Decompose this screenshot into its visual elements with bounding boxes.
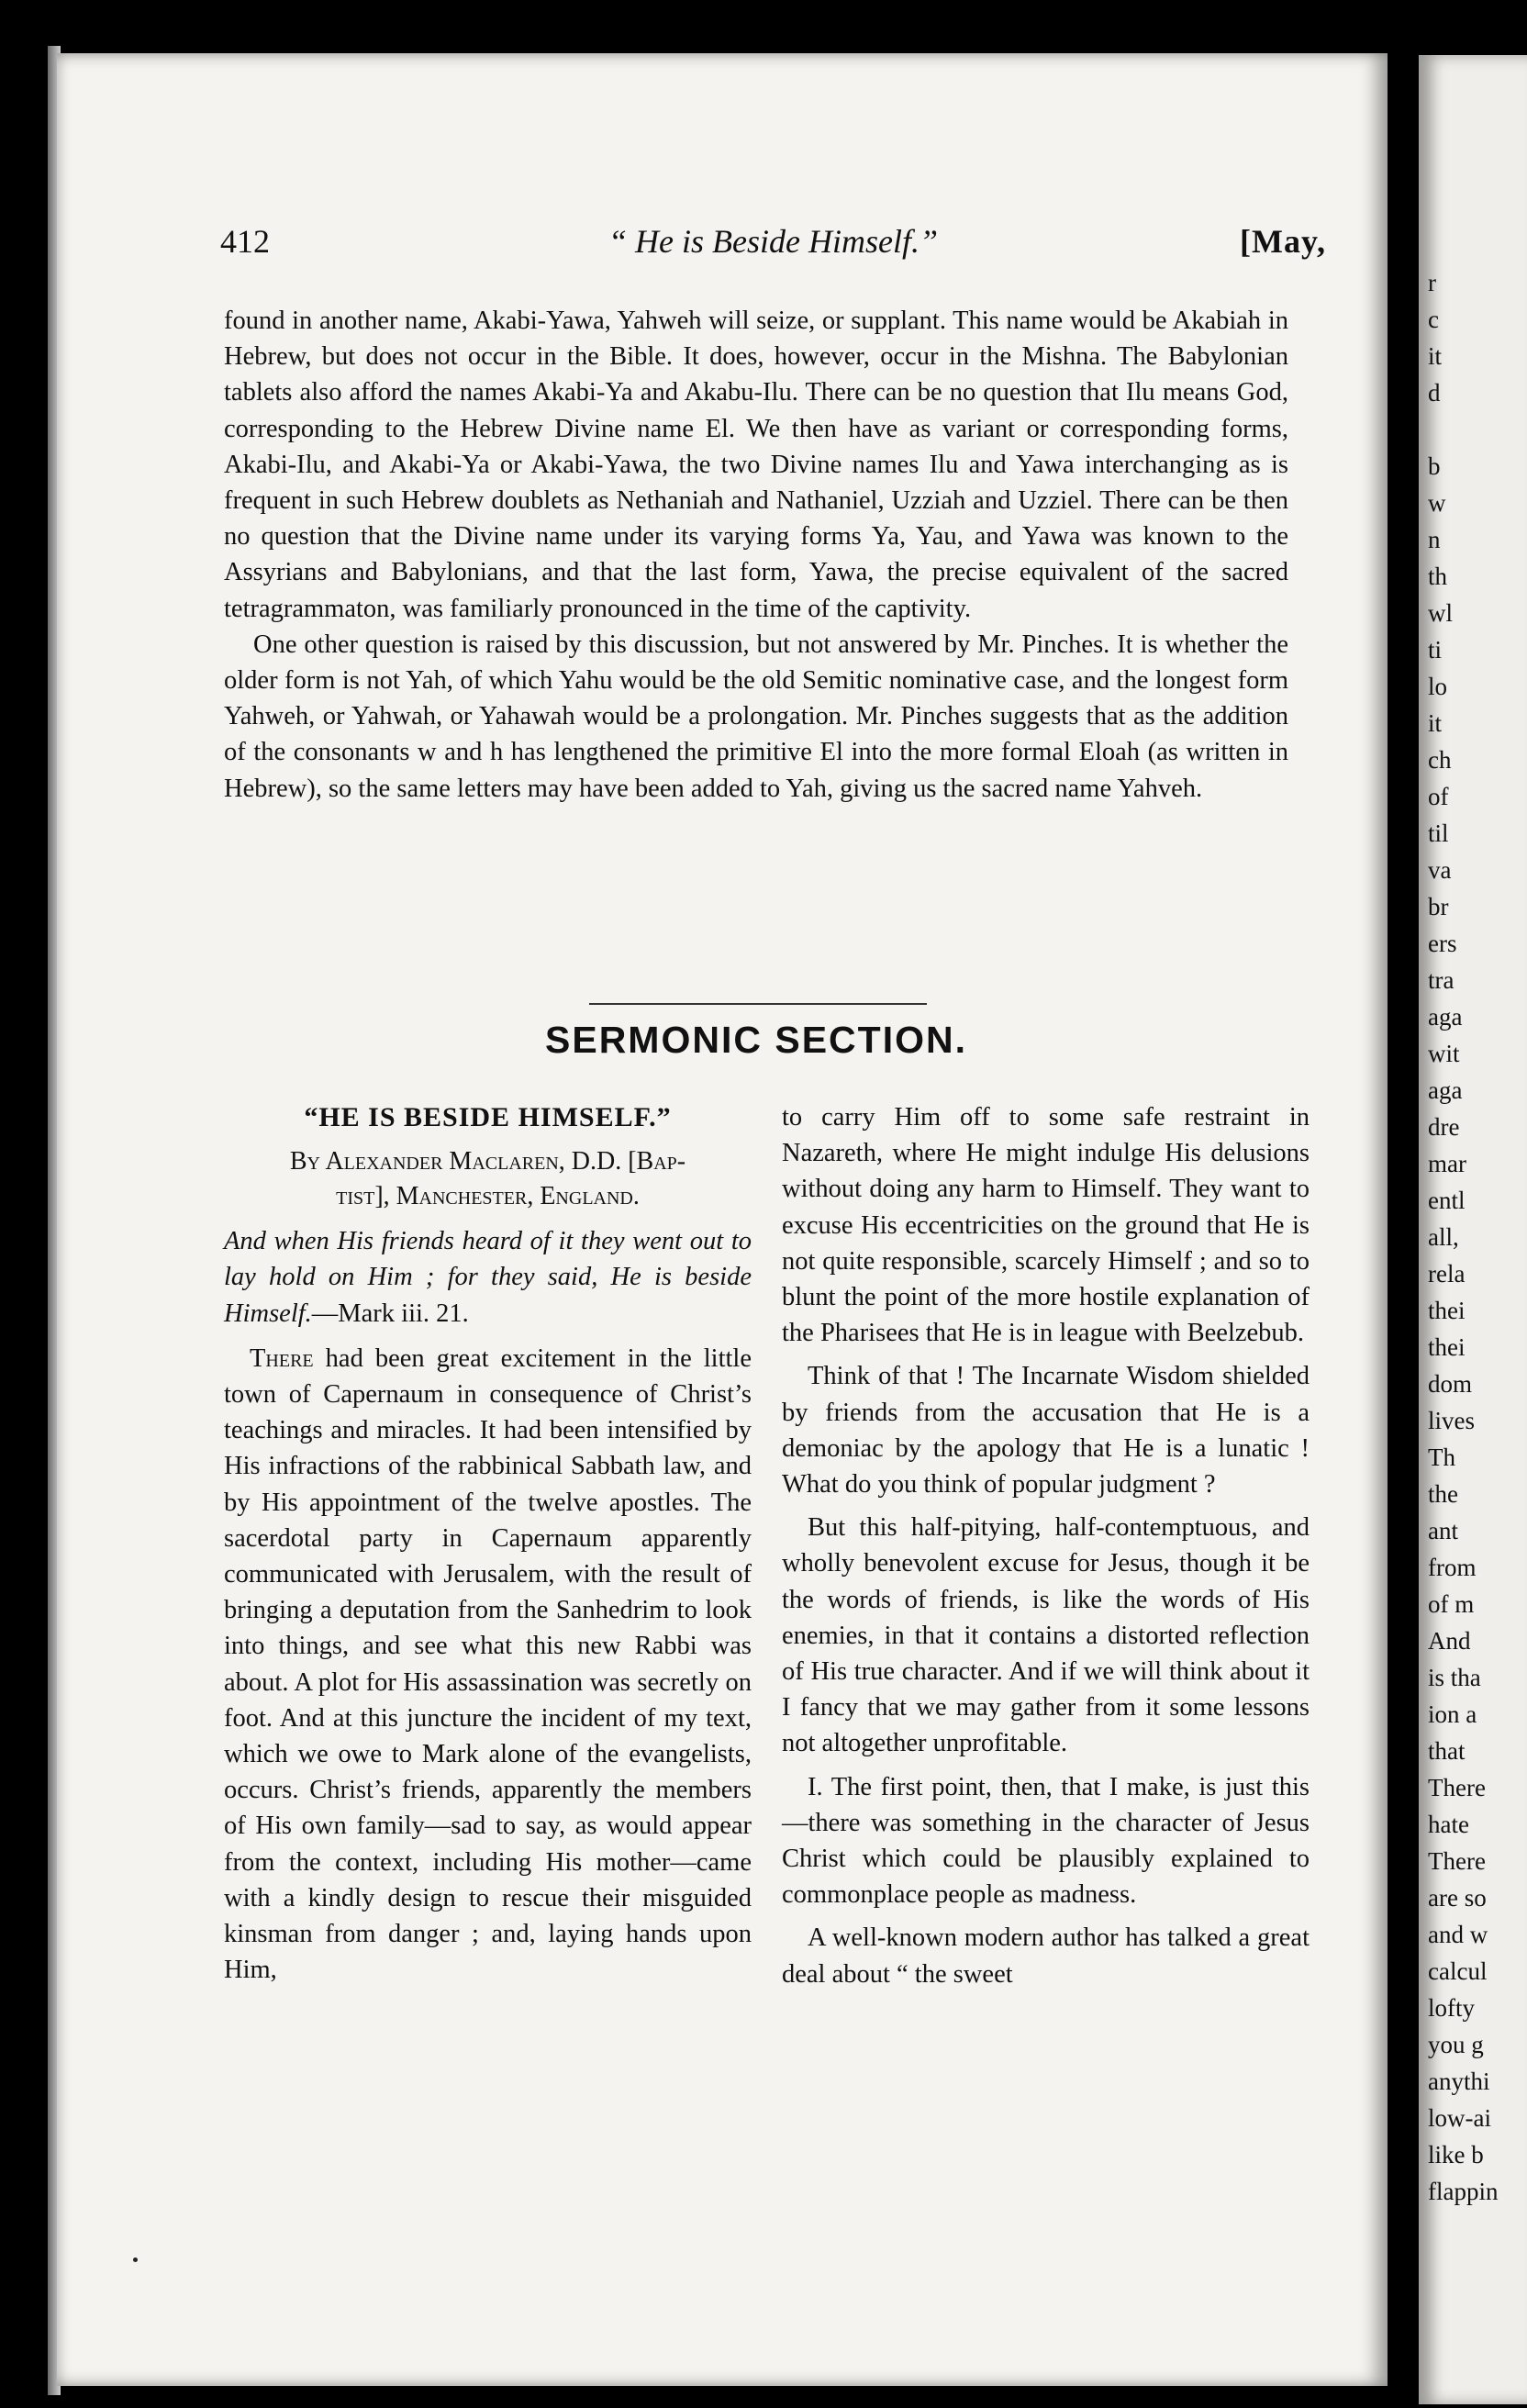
- adjacent-fragment: lofty: [1428, 1994, 1475, 2022]
- adjacent-fragment: lo: [1428, 673, 1448, 700]
- page-number: 412: [220, 223, 270, 260]
- adjacent-fragment: thei: [1428, 1333, 1466, 1361]
- adjacent-fragment: wl: [1428, 599, 1453, 627]
- running-header: [220, 222, 1326, 268]
- header-month: [May,: [1240, 223, 1326, 260]
- adjacent-fragment: And: [1428, 1627, 1471, 1655]
- adjacent-fragment: tra: [1428, 966, 1455, 994]
- epigraph: [224, 1223, 752, 1332]
- adjacent-fragment: va: [1428, 856, 1452, 884]
- adjacent-fragment: There: [1428, 1774, 1486, 1801]
- adjacent-fragment: of: [1428, 783, 1449, 810]
- adjacent-fragment: til: [1428, 819, 1449, 847]
- adjacent-fragment: d: [1428, 379, 1441, 407]
- adjacent-fragment: Th: [1428, 1444, 1455, 1471]
- adjacent-fragment: calcul: [1428, 1957, 1488, 1985]
- adjacent-fragment: like b: [1428, 2141, 1484, 2168]
- adjacent-page: [1419, 55, 1527, 2404]
- adjacent-fragment: flappin: [1428, 2178, 1499, 2205]
- adjacent-fragment: ers: [1428, 930, 1457, 957]
- adjacent-fragment: you g: [1428, 2031, 1484, 2058]
- adjacent-fragment: dom: [1428, 1370, 1473, 1398]
- left-column: [224, 1099, 752, 1988]
- adjacent-fragment: b: [1428, 452, 1441, 480]
- adjacent-fragment: w: [1428, 489, 1446, 517]
- adjacent-fragment: lives: [1428, 1407, 1475, 1434]
- adjacent-fragment: from: [1428, 1554, 1477, 1581]
- adjacent-fragment: is tha: [1428, 1664, 1481, 1691]
- byline: [224, 1144, 752, 1214]
- adjacent-fragment: c: [1428, 306, 1439, 333]
- adjacent-page-text: [1428, 264, 1527, 2210]
- intro-text: [224, 303, 1288, 807]
- drop-word: There: [250, 1343, 314, 1373]
- byline-line-2: tist], Manchester, England.: [336, 1182, 640, 1211]
- adjacent-fragment: anythi: [1428, 2068, 1490, 2095]
- adjacent-fragment: that: [1428, 1737, 1466, 1765]
- sermon-paragraph-1: [224, 1341, 752, 1989]
- adjacent-fragment: ti: [1428, 636, 1443, 663]
- epigraph-reference: —Mark iii. 21.: [311, 1299, 469, 1328]
- adjacent-fragment: rela: [1428, 1260, 1466, 1288]
- adjacent-fragment: aga: [1428, 1076, 1463, 1104]
- adjacent-fragment: mar: [1428, 1150, 1466, 1177]
- sermon-paragraph-5: A well-known modern author has talked a great deal about “ the sweet: [782, 1923, 1310, 1989]
- adjacent-fragment: low-ai: [1428, 2104, 1491, 2132]
- adjacent-fragment: ant: [1428, 1517, 1458, 1544]
- adjacent-fragment: th: [1428, 563, 1448, 590]
- adjacent-fragment: ch: [1428, 746, 1452, 774]
- sermon-title: “HE IS BESIDE HIMSELF.”: [304, 1102, 672, 1132]
- sermon-paragraph-4: I. The first point, then, that I make, is just this—there was something in the character of Jesus Christ which could be plausibly explained to commonplace people as madness.: [782, 1772, 1310, 1910]
- adjacent-fragment: br: [1428, 893, 1449, 920]
- scan-speck: [133, 2258, 138, 2262]
- sermon-paragraph-1-text: had been great excitement in the little town of Capernaum in consequence of Christ’s teachings and miracles. It had been intensified by His infractions of the rabbinical Sabbath law, and by His appointment of the twelve apostles. The sacerdotal party in Capernaum apparently communicated with Jerusalem, with the result of bringing a deputation from the Sanhedrim to look into things, and see what this new Rabbi was about. A plot for His assassination was secretly on foot. And at this juncture the incident of my text, which we owe to Mark alone of the evangelists, occurs. Christ’s friends, apparently the members of His own family—sad to say, as would appear from the context, including His mother—came with a kindly design to rescue their misguided kinsman from danger ; and, laying hands upon Him,: [224, 1343, 752, 1985]
- adjacent-fragment: aga: [1428, 1003, 1463, 1031]
- right-column: [782, 1099, 1310, 1992]
- adjacent-fragment: it: [1428, 342, 1443, 370]
- adjacent-fragment: dre: [1428, 1113, 1460, 1141]
- section-title: SERMONIC SECTION.: [545, 1019, 967, 1061]
- sermon-paragraph-2: Think of that ! The Incarnate Wisdom shielded by friends from the accusation that He is a demoniac by the apology that He is a lunatic ! What do you think of popular judgment ?: [782, 1362, 1310, 1499]
- section-divider: [589, 1003, 927, 1005]
- epigraph-text: And when His friends heard of it they went out to lay hold on Him ; for they said, He is beside Himself.: [224, 1227, 752, 1328]
- adjacent-fragment: thei: [1428, 1297, 1466, 1324]
- intro-paragraph-1: found in another name, Akabi-Yawa, Yahweh will seize, or supplant. This name would be Akabiah in Hebrew, but does not occur in the Bible. It does, however, occur in the Mishna. The Babylonian tablets also afford the names Akabi-Ya and Akabu-Ilu. There can be no question that Ilu means God, corresponding to the Hebrew Divine name El. We then have as variant or corresponding forms, Akabi-Ilu, and Akabi-Ya or Akabi-Yawa, the two Divine names Ilu and Yawa interchanging as is frequent in such Hebrew doublets as Nethaniah and Nathaniel, Uzziah and Uzziel. There can be then no question that the Divine name under its varying forms Ya, Yau, and Yawa was known to the Assyrians and Babylonians, and that the last form, Yawa, the precise equivalent of the sacred tetragrammaton, was familiarly pronounced in the time of the captivity.: [224, 307, 1288, 623]
- adjacent-fragment: are so: [1428, 1884, 1487, 1912]
- adjacent-fragment: all,: [1428, 1223, 1459, 1251]
- adjacent-fragment: ion a: [1428, 1700, 1477, 1728]
- adjacent-fragment: r: [1428, 269, 1436, 296]
- adjacent-fragment: and w: [1428, 1921, 1488, 1948]
- adjacent-fragment: it: [1428, 709, 1443, 737]
- adjacent-fragment: the: [1428, 1480, 1458, 1508]
- adjacent-fragment: wit: [1428, 1040, 1460, 1067]
- byline-line-1: By Alexander Maclaren, D.D. [Bap-: [289, 1147, 686, 1176]
- sermon-paragraph-continued: to carry Him off to some safe restraint in Nazareth, where He might indulge His delusions without doing any harm to Himself. They want to excuse His eccentricities on the ground that He is not quite responsible, scarcely Himself ; and so to blunt the point of the more hostile explanation of the Pharisees that He is in league with Beelzebub.: [782, 1103, 1310, 1348]
- intro-paragraph-2: One other question is raised by this discussion, but not answered by Mr. Pinches. It is whether the older form is not Yah, of which Yahu would be the old Semitic nominative case, and the longest form Yahweh, or Yahwah, or Yahawah would be a prolongation. Mr. Pinches suggests that as the addition of the consonants w and h has lengthened the primitive El into the more formal Eloah (as written in Hebrew), so the same letters may have been added to Yah, giving us the sacred name Yahveh.: [224, 630, 1288, 803]
- adjacent-fragment: [1428, 411, 1527, 448]
- adjacent-fragment: of m: [1428, 1590, 1475, 1618]
- running-title: “ He is Beside Himself.”: [608, 223, 938, 260]
- adjacent-fragment: There: [1428, 1847, 1486, 1875]
- adjacent-fragment: hate: [1428, 1811, 1469, 1838]
- adjacent-fragment: n: [1428, 526, 1441, 553]
- sermon-paragraph-3: But this half-pitying, half-contemptuous, and wholly benevolent excuse for Jesus, though it be the words of friends, is like the words of His enemies, in that it contains a distorted reflection of His true character. And if we will think about it I fancy that we may gather from it some lessons not altogether unprofitable.: [782, 1513, 1310, 1758]
- adjacent-fragment: entl: [1428, 1187, 1466, 1214]
